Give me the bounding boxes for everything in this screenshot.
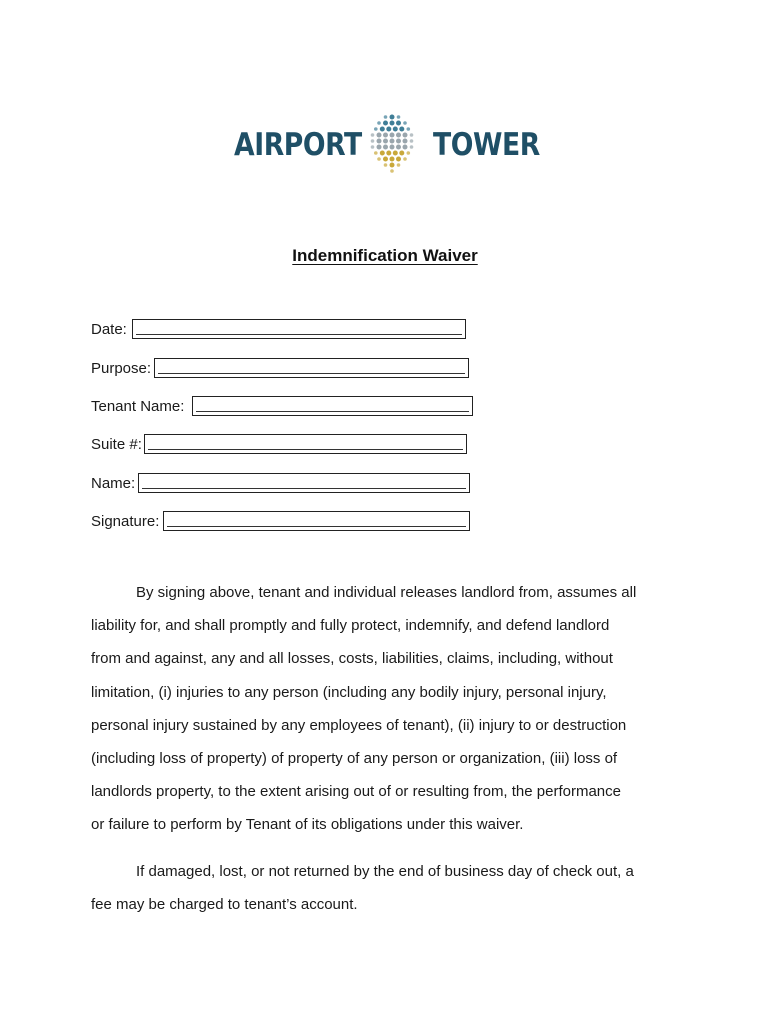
suite-field[interactable] [144, 434, 467, 454]
name-field-row [91, 473, 476, 495]
paragraph-line: personal injury sustained by any employees of tenant), (ii) injury to or destruction [91, 717, 627, 734]
date-field-row [91, 319, 471, 341]
logo-dot [410, 145, 414, 149]
signature-label: Signature: [91, 513, 160, 530]
logo-dot [393, 127, 398, 132]
paragraph-line: liability for, and shall promptly and fully protect, indemnify, and defend landlord [91, 617, 610, 634]
suite-label: Suite #: [91, 436, 142, 453]
logo-dot [390, 157, 395, 162]
logo-dot [390, 139, 395, 144]
logo-dot [396, 121, 401, 126]
logo-dot [374, 127, 378, 131]
logo-dot [374, 151, 378, 155]
signature-field-row [91, 511, 476, 533]
document-title: Indemnification Waiver [292, 246, 478, 265]
logo-dot [380, 151, 385, 156]
paragraph-line: (including loss of property) of property of any person or organization, (iii) loss of [91, 750, 618, 767]
logo-dot [386, 127, 391, 132]
paragraph-line: If damaged, lost, or not returned by the end of business day of check out, a [136, 863, 634, 880]
logo-dot [403, 121, 407, 125]
airport-tower-logo [233, 113, 540, 179]
logo-dot [390, 115, 395, 120]
logo-dot [383, 139, 388, 144]
logo-dot [371, 133, 375, 137]
paragraph-line: from and against, any and all losses, costs, liabilities, claims, including, without [91, 650, 613, 667]
logo-dot [383, 157, 388, 162]
logo-dot [403, 139, 408, 144]
paragraph-line: limitation, (i) injuries to any person (including any bodily injury, personal injury, [91, 684, 607, 701]
logo-dot [403, 133, 408, 138]
signature-field[interactable] [163, 511, 470, 531]
logo-dot [396, 145, 401, 150]
logo-dot [403, 145, 408, 150]
purpose-field[interactable] [154, 358, 469, 378]
name-label: Name: [91, 475, 136, 492]
purpose-label: Purpose: [91, 360, 152, 377]
logo-dot [384, 163, 388, 167]
logo-dot [380, 127, 385, 132]
logo-dot [383, 145, 388, 150]
date-label: Date: [91, 321, 127, 338]
logo-dot [377, 121, 381, 125]
logo-dot [396, 157, 401, 162]
logo-dot [384, 115, 388, 119]
logo-dot [397, 115, 401, 119]
logo-dot [383, 133, 388, 138]
paragraph-line: or failure to perform by Tenant of its obligations under this waiver. [91, 816, 524, 833]
logo-dot [396, 133, 401, 138]
logo-dot [371, 145, 375, 149]
logo-dot [383, 121, 388, 126]
tenant-name-field-row [91, 396, 476, 418]
name-field[interactable] [138, 473, 470, 493]
paragraph-line: fee may be charged to tenant’s account. [91, 896, 358, 913]
logo-dot [390, 121, 395, 126]
logo-dot [397, 163, 401, 167]
paragraph-line: By signing above, tenant and individual releases landlord from, assumes all [136, 584, 637, 601]
logo-dot [407, 127, 411, 131]
logo-dot [399, 151, 404, 156]
logo-dot [390, 163, 395, 168]
logo-dot [386, 151, 391, 156]
logo-dot [396, 139, 401, 144]
logo-dot-mark-icon [365, 113, 419, 175]
logo-dot [410, 139, 414, 143]
suite-field-row [91, 434, 471, 456]
logo-dot [399, 127, 404, 132]
paragraph-line: landlords property, to the extent arising out of or resulting from, the performance [91, 783, 621, 800]
date-field[interactable] [132, 319, 466, 339]
logo-dot [390, 145, 395, 150]
logo-dot [377, 139, 382, 144]
tenant-name-label: Tenant Name: [91, 398, 185, 415]
logo-dot [390, 133, 395, 138]
logo-dot [403, 157, 407, 161]
logo-dot [390, 169, 394, 173]
logo-dot [393, 151, 398, 156]
tenant-name-field[interactable] [192, 396, 473, 416]
logo-dot [410, 133, 414, 137]
logo-dot [377, 157, 381, 161]
logo-word-tower: TOWER [433, 127, 540, 163]
logo-word-airport: AIRPORT [234, 127, 362, 163]
logo-dot [377, 133, 382, 138]
logo-dot [371, 139, 375, 143]
logo-dot [377, 145, 382, 150]
logo-dot [407, 151, 411, 155]
purpose-field-row [91, 358, 471, 380]
